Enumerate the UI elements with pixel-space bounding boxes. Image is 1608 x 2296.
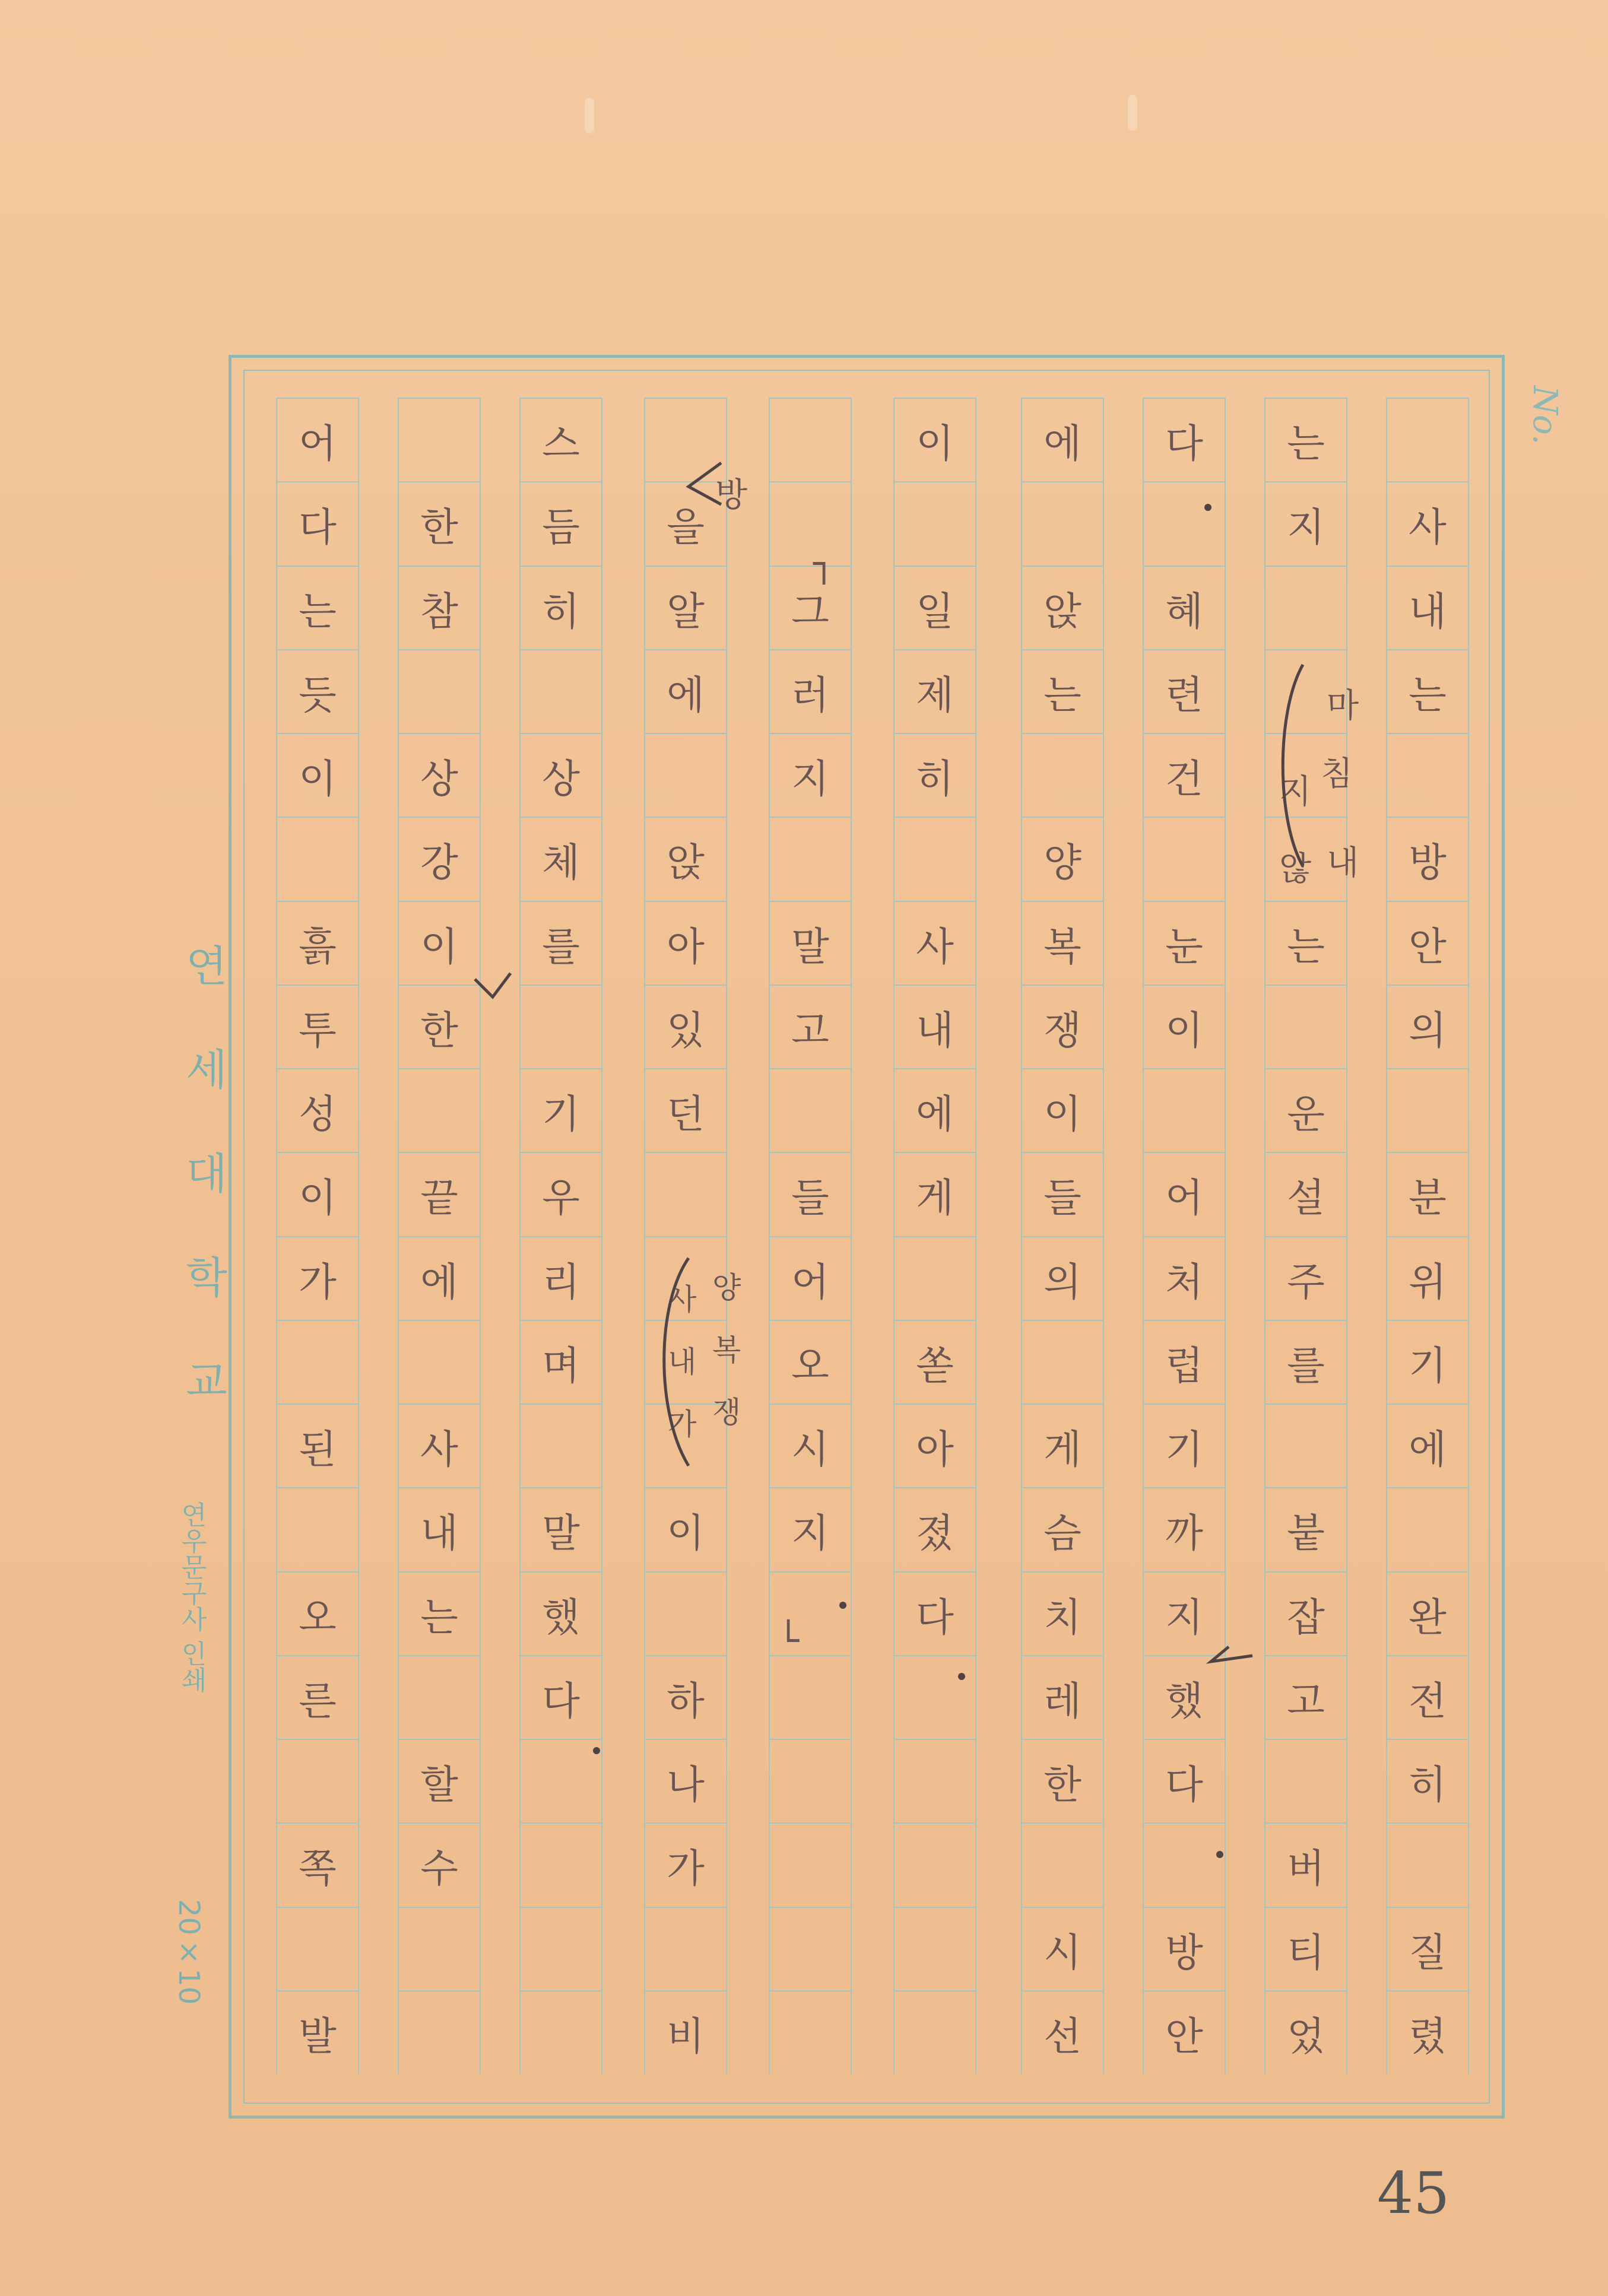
manuscript-cell: 알	[645, 566, 726, 649]
pin-hole	[1128, 95, 1137, 131]
manuscript-cell: 쏟	[895, 1320, 975, 1403]
manuscript-cell: 히	[895, 733, 975, 817]
manuscript-cell	[645, 1907, 726, 1990]
manuscript-cell	[1266, 985, 1346, 1068]
manuscript-cell: 잡	[1266, 1571, 1346, 1655]
insertion-nae: 내	[1327, 844, 1359, 882]
manuscript-cell: 는	[1266, 398, 1346, 481]
margin-bok: 복	[712, 1333, 741, 1367]
manuscript-column	[519, 398, 602, 2074]
manuscript-cell: 를	[1266, 1320, 1346, 1403]
manuscript-cell	[1266, 566, 1346, 649]
grid-spec-label: 20×10	[172, 1899, 205, 2005]
manuscript-cell	[521, 1907, 601, 1990]
manuscript-cell	[645, 398, 726, 481]
manuscript-cell: 건	[1144, 733, 1225, 817]
manuscript-cell: 티	[1266, 1907, 1346, 1990]
margin-sa: 사	[668, 1282, 697, 1317]
manuscript-cell: 눈	[1144, 901, 1225, 985]
manuscript-cell: 이	[645, 1487, 726, 1571]
manuscript-cell: 들	[770, 1152, 851, 1236]
manuscript-cell: 했	[1144, 1655, 1225, 1739]
manuscript-cell	[399, 398, 480, 481]
manuscript-cell	[1387, 1487, 1468, 1571]
manuscript-cell: 에	[399, 1236, 480, 1320]
manuscript-cell: 사	[399, 1403, 480, 1487]
manuscript-cell	[521, 1990, 601, 2074]
manuscript-cell	[1387, 1822, 1468, 1906]
manuscript-cell	[277, 1739, 358, 1822]
manuscript-cell: 어	[770, 1236, 851, 1320]
insertion-ma: 마	[1327, 687, 1359, 725]
manuscript-cell: 붙	[1266, 1487, 1346, 1571]
manuscript-cell	[521, 649, 601, 733]
manuscript-cell	[1387, 733, 1468, 817]
manuscript-cell: 상	[399, 733, 480, 817]
manuscript-cell: 선	[1022, 1990, 1103, 2074]
manuscript-cell: 이	[1144, 985, 1225, 1068]
manuscript-cell: 일	[895, 566, 975, 649]
manuscript-cell: 사	[1387, 481, 1468, 565]
manuscript-cell	[1266, 1403, 1346, 1487]
manuscript-cell: 렸	[1387, 1990, 1468, 2074]
manuscript-cell: 는	[399, 1571, 480, 1655]
manuscript-cell: 방	[1387, 817, 1468, 900]
manuscript-cell: 분	[1387, 1152, 1468, 1236]
manuscript-column	[893, 398, 976, 2074]
manuscript-cell: 던	[645, 1068, 726, 1152]
manuscript-cell: 있	[645, 985, 726, 1068]
manuscript-cell: 다	[895, 1571, 975, 1655]
manuscript-cell	[1022, 1822, 1103, 1906]
manuscript-cell: 며	[521, 1320, 601, 1403]
manuscript-cell	[1144, 1068, 1225, 1152]
manuscript-cell: 히	[1387, 1739, 1468, 1822]
manuscript-cell: 비	[645, 1990, 726, 2074]
manuscript-cell: 참	[399, 566, 480, 649]
manuscript-cell	[895, 1990, 975, 2074]
manuscript-cell: 럽	[1144, 1320, 1225, 1403]
manuscript-cell: 의	[1022, 1236, 1103, 1320]
manuscript-cell: 말	[521, 1487, 601, 1571]
manuscript-cell: 투	[277, 985, 358, 1068]
manuscript-cell: 한	[1022, 1739, 1103, 1822]
manuscript-cell: 오	[770, 1320, 851, 1403]
manuscript-cell: 기	[1144, 1403, 1225, 1487]
margin-ga: 가	[668, 1407, 697, 1441]
manuscript-cell: 스	[521, 398, 601, 481]
manuscript-cell: 레	[1022, 1655, 1103, 1739]
page-number: 45	[1377, 2160, 1450, 2227]
manuscript-cell: 는	[1387, 649, 1468, 733]
manuscript-cell	[895, 481, 975, 565]
manuscript-cell	[399, 1990, 480, 2074]
manuscript-cell: 지	[1266, 481, 1346, 565]
manuscript-cell: 이	[277, 1152, 358, 1236]
manuscript-cell	[770, 1990, 851, 2074]
manuscript-cell	[399, 1907, 480, 1990]
manuscript-cell: 다	[277, 481, 358, 565]
quote-close-mark: └	[778, 1620, 800, 1662]
manuscript-cell: 러	[770, 649, 851, 733]
manuscript-cell: 듬	[521, 481, 601, 565]
manuscript-cell: 게	[1022, 1403, 1103, 1487]
manuscript-cell	[770, 481, 851, 565]
manuscript-cell: 전	[1387, 1655, 1468, 1739]
manuscript-cell: 발	[277, 1990, 358, 2074]
manuscript-cell: 었	[1266, 1990, 1346, 2074]
manuscript-cell	[399, 1320, 480, 1403]
manuscript-cell: 의	[1387, 985, 1468, 1068]
manuscript-cell: 아	[645, 901, 726, 985]
manuscript-cell	[770, 817, 851, 900]
manuscript-cell	[770, 1068, 851, 1152]
manuscript-cell	[1022, 1320, 1103, 1403]
manuscript-column	[1386, 398, 1469, 2074]
manuscript-cell	[1022, 481, 1103, 565]
manuscript-cell: 아	[895, 1403, 975, 1487]
manuscript-cell: 오	[277, 1571, 358, 1655]
manuscript-cell: 상	[521, 733, 601, 817]
manuscript-cell: 한	[399, 481, 480, 565]
manuscript-cell: 운	[1266, 1068, 1346, 1152]
manuscript-cell	[770, 1822, 851, 1906]
manuscript-cell: 슴	[1022, 1487, 1103, 1571]
manuscript-cell	[399, 1068, 480, 1152]
manuscript-cell: 를	[521, 901, 601, 985]
manuscript-cell: 지	[770, 733, 851, 817]
manuscript-cell	[521, 1822, 601, 1906]
manuscript-cell: 기	[521, 1068, 601, 1152]
manuscript-cell: 흙	[277, 901, 358, 985]
manuscript-cell: 고	[1266, 1655, 1346, 1739]
manuscript-cell: 에	[645, 649, 726, 733]
manuscript-cell: 한	[399, 985, 480, 1068]
manuscript-cell	[521, 1739, 601, 1822]
manuscript-cell: 가	[277, 1236, 358, 1320]
manuscript-cell: 어	[277, 398, 358, 481]
manuscript-cell: 앉	[1022, 566, 1103, 649]
manuscript-cell: 치	[1022, 1571, 1103, 1655]
manuscript-cell: 그	[770, 566, 851, 649]
manuscript-cell: 내	[1387, 566, 1468, 649]
manuscript-cell	[770, 398, 851, 481]
manuscript-cell: 이	[399, 901, 480, 985]
manuscript-cell: 이	[277, 733, 358, 817]
manuscript-cell: 에	[1387, 1403, 1468, 1487]
number-label: No.	[1525, 386, 1564, 445]
manuscript-cell: 지	[1144, 1571, 1225, 1655]
manuscript-column	[1021, 398, 1104, 2074]
manuscript-cell: 는	[1266, 901, 1346, 985]
manuscript-cell: 우	[521, 1152, 601, 1236]
manuscript-cell: 지	[770, 1487, 851, 1571]
manuscript-cell: 에	[1022, 398, 1103, 481]
manuscript-cell: 어	[1144, 1152, 1225, 1236]
manuscript-cell	[770, 1655, 851, 1739]
manuscript-cell: 듯	[277, 649, 358, 733]
manuscript-cell: 을	[645, 481, 726, 565]
manuscript-cell: 시	[1022, 1907, 1103, 1990]
manuscript-cell: 졌	[895, 1487, 975, 1571]
manuscript-cell: 했	[521, 1571, 601, 1655]
manuscript-cell: 다	[521, 1655, 601, 1739]
manuscript-cell	[1387, 1068, 1468, 1152]
insertion-anh: 않	[1279, 850, 1312, 888]
manuscript-cell: 처	[1144, 1236, 1225, 1320]
manuscript-cell	[399, 649, 480, 733]
manuscript-cell	[1144, 817, 1225, 900]
manuscript-cell	[645, 1571, 726, 1655]
manuscript-column	[276, 398, 359, 2074]
manuscript-cell	[895, 817, 975, 900]
manuscript-column	[644, 398, 727, 2074]
manuscript-cell: 는	[277, 566, 358, 649]
manuscript-cell: 들	[1022, 1152, 1103, 1236]
manuscript-column	[1264, 398, 1347, 2074]
manuscript-cell	[521, 1403, 601, 1487]
manuscript-cell: 나	[645, 1739, 726, 1822]
manuscript-cell: 안	[1144, 1990, 1225, 2074]
manuscript-cell: 시	[770, 1403, 851, 1487]
manuscript-cell	[1022, 733, 1103, 817]
manuscript-cell: 에	[895, 1068, 975, 1152]
manuscript-cell: 다	[1144, 398, 1225, 481]
manuscript-cell: 완	[1387, 1571, 1468, 1655]
manuscript-cell	[1266, 1739, 1346, 1822]
manuscript-cell: 버	[1266, 1822, 1346, 1906]
manuscript-cell	[645, 1152, 726, 1236]
manuscript-cell	[895, 1907, 975, 1990]
manuscript-cell	[770, 1907, 851, 1990]
manuscript-cell: 혜	[1144, 566, 1225, 649]
quote-open-mark: ┐	[813, 543, 835, 585]
manuscript-cell: 말	[770, 901, 851, 985]
manuscript-cell: 주	[1266, 1236, 1346, 1320]
manuscript-cell	[521, 985, 601, 1068]
manuscript-cell	[1144, 1822, 1225, 1906]
manuscript-cell: 게	[895, 1152, 975, 1236]
manuscript-cell	[277, 1487, 358, 1571]
manuscript-cell: 방	[1144, 1907, 1225, 1990]
manuscript-cell: 이	[1022, 1068, 1103, 1152]
manuscript-cell: 할	[399, 1739, 480, 1822]
manuscript-cell	[1144, 481, 1225, 565]
manuscript-cell: 복	[1022, 901, 1103, 985]
manuscript-column	[769, 398, 852, 2074]
manuscript-cell: 안	[1387, 901, 1468, 985]
manuscript-cell: 이	[895, 398, 975, 481]
manuscript-cell: 내	[399, 1487, 480, 1571]
manuscript-cell: 제	[895, 649, 975, 733]
manuscript-cell: 까	[1144, 1487, 1225, 1571]
manuscript-cell: 위	[1387, 1236, 1468, 1320]
manuscript-cell: 체	[521, 817, 601, 900]
manuscript-cell: 양	[1022, 817, 1103, 900]
manuscript-cell	[1387, 398, 1468, 481]
manuscript-cell: 쪽	[277, 1822, 358, 1906]
manuscript-cell: 가	[645, 1822, 726, 1906]
manuscript-cell	[399, 1655, 480, 1739]
insertion-bang: 방	[715, 476, 748, 515]
manuscript-cell	[277, 1320, 358, 1403]
manuscript-cell: 설	[1266, 1152, 1346, 1236]
manuscript-cell	[277, 1907, 358, 1990]
manuscript-cell: 끝	[399, 1152, 480, 1236]
manuscript-cell	[645, 733, 726, 817]
manuscript-cell: 성	[277, 1068, 358, 1152]
manuscript-cell: 리	[521, 1236, 601, 1320]
insertion-ji: 지	[1279, 773, 1312, 811]
manuscript-cell: 히	[521, 566, 601, 649]
manuscript-cell	[770, 1739, 851, 1822]
manuscript-column	[398, 398, 481, 2074]
manuscript-cell	[895, 1822, 975, 1906]
manuscript-cell: 된	[277, 1403, 358, 1487]
manuscript-cell: 기	[1387, 1320, 1468, 1403]
printer-label: 연우문구사 인쇄	[176, 1501, 207, 1692]
manuscript-cell: 고	[770, 985, 851, 1068]
manuscript-cell	[895, 1236, 975, 1320]
manuscript-column	[1143, 398, 1226, 2074]
pin-hole	[585, 98, 594, 134]
manuscript-cell: 는	[1022, 649, 1103, 733]
manuscript-cell: 하	[645, 1655, 726, 1739]
margin-nae: 내	[668, 1345, 697, 1379]
manuscript-cell: 쟁	[1022, 985, 1103, 1068]
manuscript-cell: 강	[399, 817, 480, 900]
manuscript-cell: 수	[399, 1822, 480, 1906]
manuscript-cell: 사	[895, 901, 975, 985]
university-label: 연 세 대 학 교	[178, 944, 228, 1425]
manuscript-cell	[895, 1655, 975, 1739]
margin-jaeng: 쟁	[712, 1395, 741, 1430]
manuscript-cell: 질	[1387, 1907, 1468, 1990]
margin-yang: 양	[712, 1271, 741, 1305]
manuscript-cell: 련	[1144, 649, 1225, 733]
manuscript-cell: 내	[895, 985, 975, 1068]
manuscript-cell: 다	[1144, 1739, 1225, 1822]
manuscript-cell: 앉	[645, 817, 726, 900]
manuscript-cell	[895, 1739, 975, 1822]
manuscript-cell: 른	[277, 1655, 358, 1739]
insertion-chim: 침	[1321, 755, 1353, 793]
manuscript-cell	[277, 817, 358, 900]
